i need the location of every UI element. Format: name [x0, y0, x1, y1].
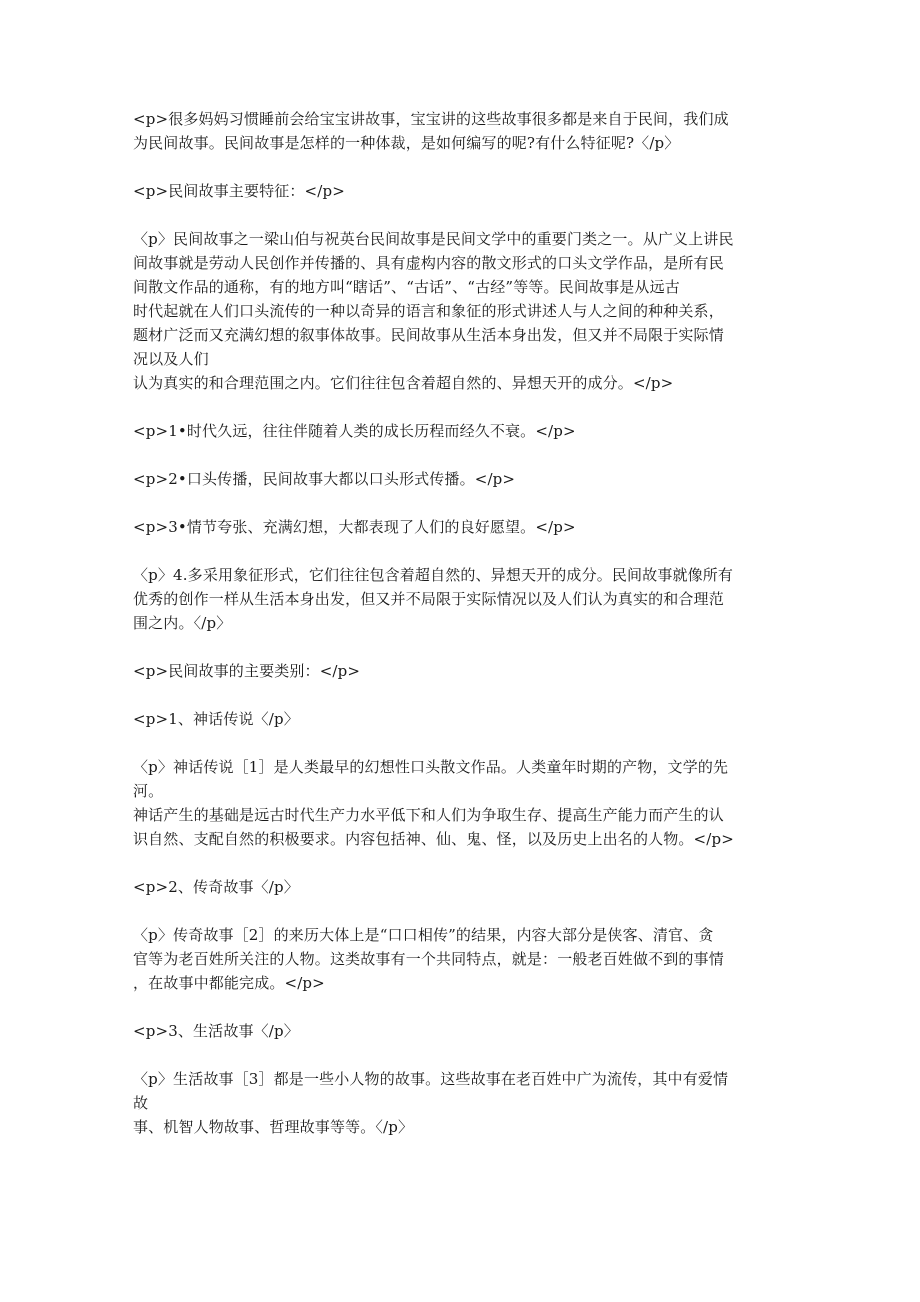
text-line: 〈p〉传奇故事［2］的来历大体上是“口口相传”的结果，内容大部分是侠客、清官、贪 — [133, 926, 714, 944]
text-line: <p>民间故事的主要类别：</p> — [133, 662, 361, 680]
text-line: 神话产生的基础是远古时代生产力水平低下和人们为争取生存、提高生产能力而产生的认 — [133, 806, 724, 824]
text-line: 故 — [133, 1094, 149, 1112]
text-line: ，在故事中都能完成。</p> — [133, 974, 325, 992]
text-line: 〈p〉生活故事［3］都是一些小人物的故事。这些故事在老百姓中广为流传，其中有爱情 — [133, 1070, 729, 1088]
text-line: 河。 — [133, 782, 164, 800]
text-line: 识自然、支配自然的积极要求。内容包括神、仙、鬼、怪，以及历史上出名的人物。</p> — [133, 830, 734, 848]
text-line: 围之内。〈/p〉 — [133, 614, 232, 632]
text-line: 时代起就在人们口头流传的一种以奇异的语言和象征的形式讲述人与人之间的种种关系， — [133, 302, 724, 320]
text-line: 〈p〉神话传说［1］是人类最早的幻想性口头散文作品。人类童年时期的产物，文学的先 — [133, 758, 729, 776]
text-line: <p>1、神话传说〈/p〉 — [133, 710, 299, 728]
text-line: 认为真实的和合理范围之内。它们往往包含着超自然的、异想天开的成分。</p> — [133, 374, 674, 392]
text-line: <p>1•时代久远，往往伴随着人类的成长历程而经久不衰。</p> — [133, 422, 576, 440]
text-line: 为民间故事。民间故事是怎样的一种体裁，是如何编写的呢?有什么特征呢?〈/p〉 — [133, 134, 680, 152]
text-line: 〈p〉4.多采用象征形式，它们往往包含着超自然的、异想天开的成分。民间故事就像所有 — [133, 566, 734, 584]
text-line: 间故事就是劳动人民创作并传播的、具有虚构内容的散文形式的口头文学作品，是所有民 — [133, 254, 724, 272]
text-line: <p>很多妈妈习惯睡前会给宝宝讲故事，宝宝讲的这些故事很多都是来自于民间，我们成 — [133, 110, 729, 128]
text-line: 间散文作品的通称，有的地方叫“瞎话”、“古话”、“古经”等等。民间故事是从远古 — [133, 278, 680, 296]
text-line: <p>2•口头传播，民间故事大都以口头形式传播。</p> — [133, 470, 516, 488]
text-line: 事、机智人物故事、哲理故事等等。〈/p〉 — [133, 1118, 414, 1136]
text-line: 况以及人们 — [133, 350, 209, 368]
text-line: 优秀的创作一样从生活本身出发，但又并不局限于实际情况以及人们认为真实的和合理范 — [133, 590, 724, 608]
text-line: <p>民间故事主要特征：</p> — [133, 182, 345, 200]
text-line: <p>3•情节夸张、充满幻想，大都表现了人们的良好愿望。</p> — [133, 518, 576, 536]
text-line: <p>2、传奇故事〈/p〉 — [133, 878, 299, 896]
text-line: 官等为老百姓所关注的人物。这类故事有一个共同特点，就是：一般老百姓做不到的事情 — [133, 950, 724, 968]
text-line: 题材广泛而又充满幻想的叙事体故事。民间故事从生活本身出发，但又并不局限于实际情 — [133, 326, 724, 344]
text-line: <p>3、生活故事〈/p〉 — [133, 1022, 299, 1040]
text-line: 〈p〉民间故事之一梁山伯与祝英台民间故事是民间文学中的重要门类之一。从广义上讲民 — [133, 230, 734, 248]
